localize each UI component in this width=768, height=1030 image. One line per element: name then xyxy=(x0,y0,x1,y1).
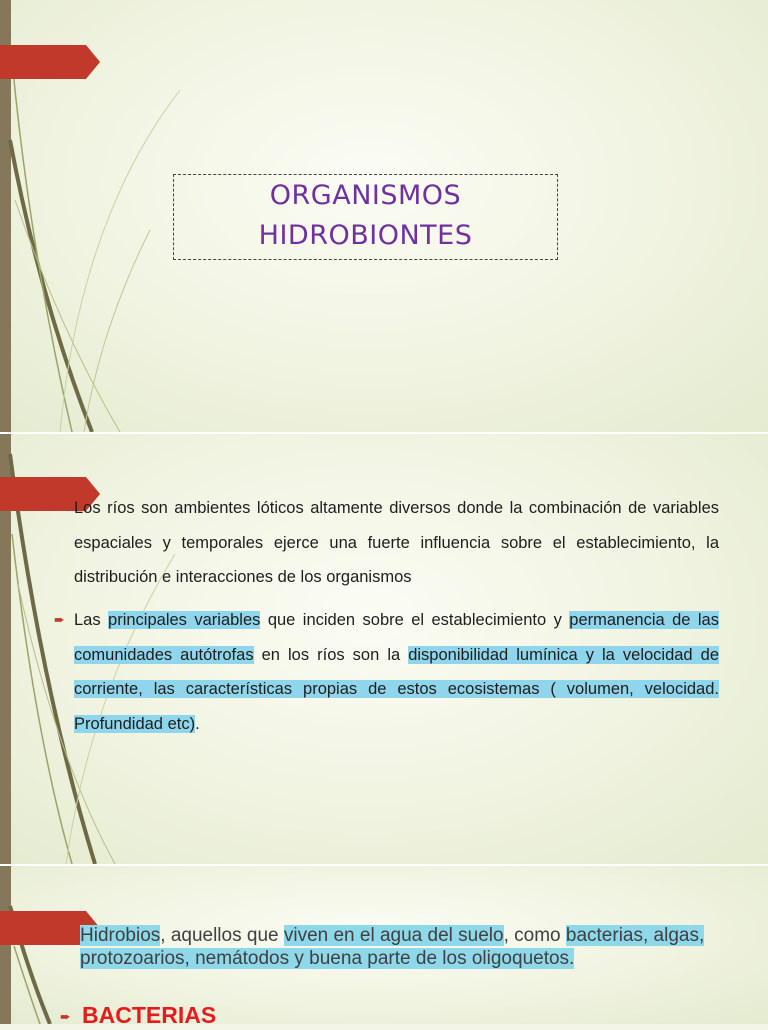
highlight-permanencia: permanencia de las comunidades autótrofas xyxy=(74,611,719,664)
title-line-2: HIDROBIONTES xyxy=(258,220,473,251)
arrow-bullet-icon: ➨ xyxy=(60,1009,71,1024)
slide-1 xyxy=(0,0,768,432)
highlight-bacterias: bacterias, algas, protozoarios, nemátodos y buena parte de los oligoquetos. xyxy=(80,925,705,969)
title-line-1: ORGANISMOS xyxy=(269,180,462,211)
highlight-principales-variables: principales variables xyxy=(108,611,261,629)
section-heading-bacterias: BACTERIAS xyxy=(82,1002,217,1028)
highlight-disponibilidad: disponibilidad lumínica y la velocidad de corriente, las características propias de estos ecosistemas ( volumen, velocidad. Profundidad etc) xyxy=(74,645,720,734)
arrow-bullet-icon: ➨ xyxy=(54,500,65,515)
arrow-bullet-icon: ➨ xyxy=(54,612,65,627)
slide-1-tag xyxy=(0,45,100,79)
page-title xyxy=(173,176,558,256)
highlight-hidrobios: Hidrobios xyxy=(80,925,161,946)
text-segment: , como xyxy=(503,925,566,946)
paragraph-hidrobios xyxy=(80,924,720,970)
text-segment: que inciden sobre el establecimiento y xyxy=(260,611,570,629)
paragraph-rivers: Los ríos son ambientes lóticos altamente diversos donde la combinación de variables espaciales y temporales ejerce una fuerte influencia sobre el establecimiento, la distribución e interacciones de los organismos xyxy=(74,499,719,587)
paragraph-variables xyxy=(74,603,719,742)
highlight-viven: viven en el agua del suelo xyxy=(283,925,504,946)
text-segment: en los ríos son la xyxy=(253,645,409,664)
text-segment: , aquellos que xyxy=(160,925,284,946)
text-segment: Las xyxy=(74,611,101,629)
text-segment: . xyxy=(195,715,200,734)
